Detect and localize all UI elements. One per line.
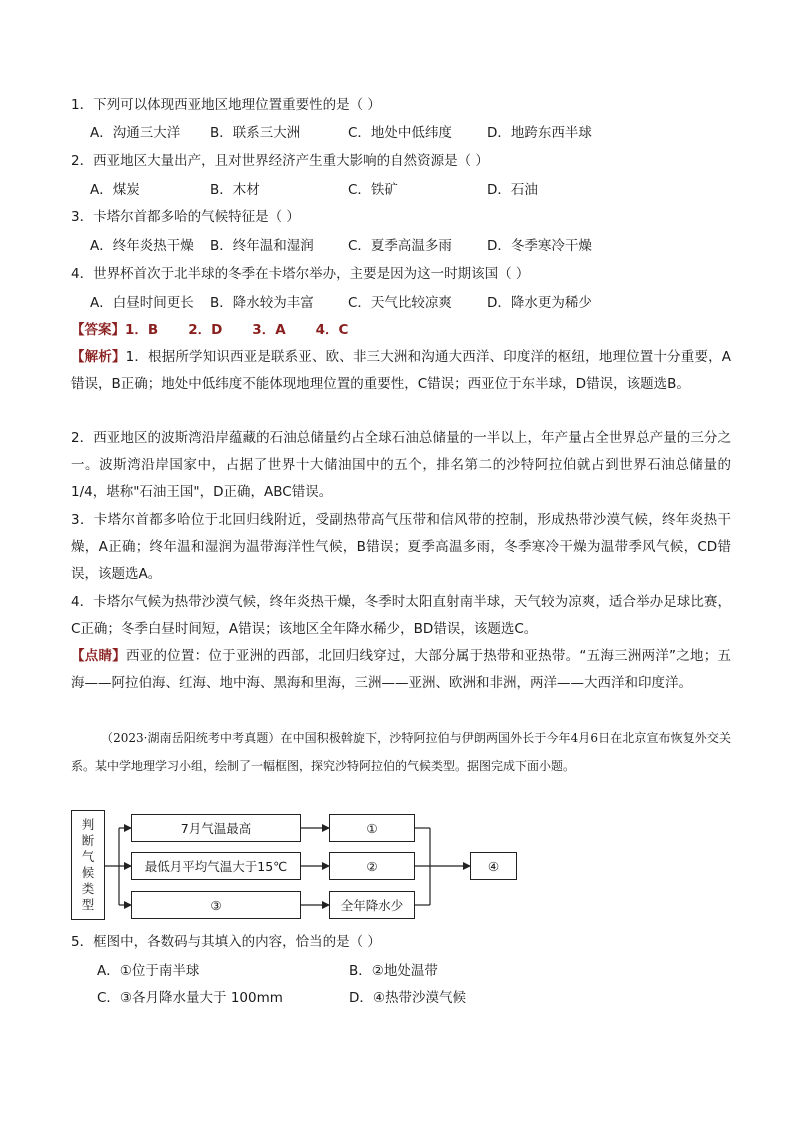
side-char: 型 (81, 897, 95, 912)
q1-option-a: A．沟通三大洋 (90, 125, 181, 141)
q2-option-c: C．铁矿 (348, 182, 398, 198)
q2-option-b: B．木材 (210, 182, 260, 198)
answer-item-3: 3．A (252, 322, 286, 338)
question-3-stem: 3．卡塔尔首都多哈的气候特征是（ ） (71, 209, 300, 225)
question-5-stem: 5．框图中，各数码与其填入的内容，恰当的是（ ） (71, 934, 381, 950)
side-char: 气 (81, 849, 95, 864)
diagram-box-4: ④ (470, 852, 517, 880)
analysis-text-1: 1．根据所学知识西亚是联系亚、欧、非三大洲和沟通大西洋、印度洋的枢纽，地理位置十分重要，A错误，B正确；地处中低纬度不能体现地理位置的重要性，C错误；西亚位于东半球，D错误，该题选B。 (71, 349, 731, 392)
q1-option-b: B．联系三大洲 (210, 125, 301, 141)
answer-item-1: 1．B (125, 322, 159, 338)
q4-option-d: D．降水更为稀少 (487, 295, 592, 311)
diagram-box-3: ③ (131, 891, 301, 919)
q5-option-b: B．②地处温带 (349, 963, 438, 979)
side-char: 判 (81, 817, 95, 832)
diagram-box-july-highest: 7月气温最高 (131, 814, 301, 842)
side-char: 候 (81, 865, 95, 880)
question-4-stem: 4．世界杯首次于北半球的冬季在卡塔尔举办，主要是因为这一时期该国（ ） (71, 266, 530, 282)
answer-label: 【答案】 (71, 322, 125, 338)
q4-option-b: B．降水较为丰富 (210, 295, 314, 311)
answer-item-4: 4．C (315, 322, 349, 338)
q3-option-b: B．终年温和湿润 (210, 238, 314, 254)
q2-option-d: D．石油 (487, 182, 538, 198)
diagram-box-min-temp: 最低月平均气温大于15℃ (131, 852, 301, 880)
q5-option-a: A．①位于南半球 (97, 963, 200, 979)
q4-option-a: A．白昼时间更长 (90, 295, 194, 311)
q4-option-c: C．天气比较凉爽 (348, 295, 452, 311)
analysis-paragraph-3: 3．卡塔尔首都多哈位于北回归线附近，受副热带高气压带和信风带的控制，形成热带沙漠气候，终年炎热干燥，A正确；终年温和湿润为温带海洋性气候，B错误；夏季高温多雨，冬季寒冷干燥为温带季风气候，CD错误，该题选A。 (71, 512, 731, 582)
q2-option-a: A．煤炭 (90, 182, 140, 198)
diagram-box-low-rainfall: 全年降水少 (329, 891, 415, 919)
q5-option-d: D．④热带沙漠气候 (349, 990, 466, 1006)
q5-option-c: C．③各月降水量大于 100mm (97, 990, 283, 1006)
analysis-label: 【解析】 (71, 349, 126, 365)
answer-item-2: 2．D (188, 322, 223, 338)
question-1-stem: 1．下列可以体现西亚地区地理位置重要性的是（ ） (71, 97, 381, 113)
q3-option-d: D．冬季寒冷干燥 (487, 238, 592, 254)
q1-option-d: D．地跨东西半球 (487, 125, 592, 141)
side-char: 类 (81, 881, 95, 896)
tip-text: 西亚的位置：位于亚洲的西部，北回归线穿过，大部分属于热带和亚热带。“五海三洲两洋”之地；五海——阿拉伯海、红海、地中海、黑海和里海，三洲——亚洲、欧洲和非洲，两洋——大西洋和印度洋。 (71, 648, 731, 691)
tip-label: 【点睛】 (71, 648, 126, 664)
side-char: 断 (81, 833, 95, 848)
question-2-stem: 2．西亚地区大量出产，且对世界经济产生重大影响的自然资源是（ ） (71, 153, 489, 169)
q1-option-c: C．地处中低纬度 (348, 125, 452, 141)
analysis-paragraph-2: 2．西亚地区的波斯湾沿岸蕴藏的石油总储量约占全球石油总储量的一半以上，年产量占全世界总产量的三分之一。波斯湾沿岸国家中，占据了世界十大储油国中的五个，排名第二的沙特阿拉伯就占到世界石油总储量的1/4，堪称"石油王国"，D正确，ABC错误。 (71, 430, 731, 500)
q3-option-a: A．终年炎热干燥 (90, 238, 194, 254)
analysis-paragraph-4: 4．卡塔尔气候为热带沙漠气候，终年炎热干燥，冬季时太阳直射南半球，天气较为凉爽，适合举办足球比赛，C正确；冬季白昼时间短，A错误；该地区全年降水稀少，BD错误，该题选C。 (71, 594, 731, 637)
diagram-box-2: ② (329, 852, 415, 880)
q3-option-c: C．夏季高温多雨 (348, 238, 452, 254)
diagram-box-1: ① (329, 814, 415, 842)
question-group-intro: （2023·湖南岳阳统考中考真题）在中国积极斡旋下，沙特阿拉伯与伊朗两国外长于今年4月6日在北京宣布恢复外交关系。某中学地理学习小组，绘制了一幅框图，探究沙特阿拉伯的气候类型。据图完成下面小题。 (71, 731, 731, 773)
